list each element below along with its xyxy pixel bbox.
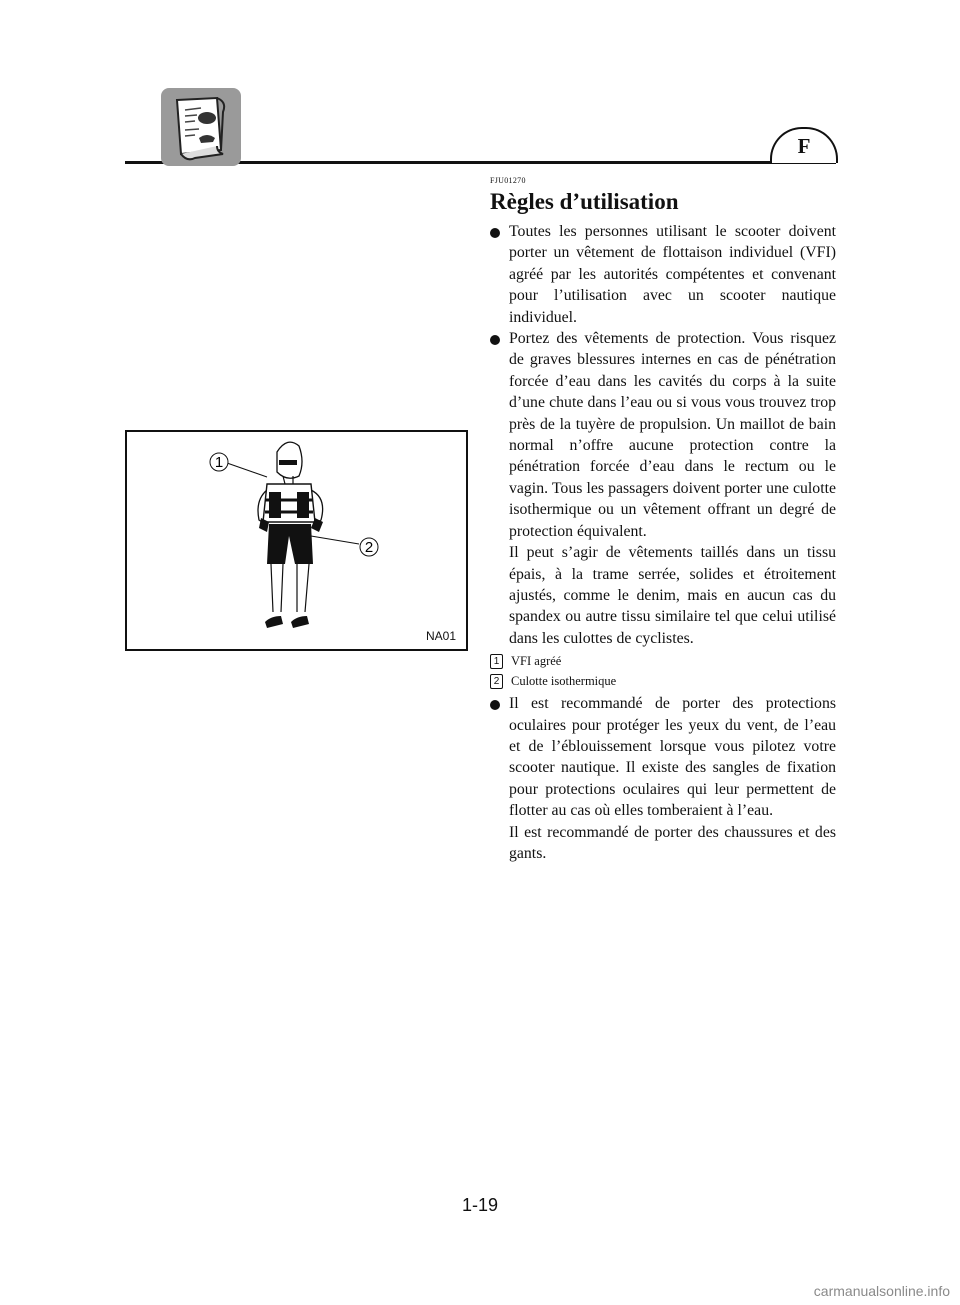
legend-item — [490, 674, 836, 689]
bullet-item — [490, 328, 836, 542]
main-content — [490, 176, 836, 864]
person-wearing-pfd-illustration — [127, 432, 466, 649]
section-title: Règles d’utilisation — [490, 189, 679, 214]
bullet-item — [490, 221, 836, 328]
section-code: FJU01270 — [490, 176, 526, 185]
bullet-icon — [490, 228, 500, 238]
bullet-text: Il est recommandé de porter des protections oculaires pour protéger les yeux du vent, de l’eau et de l’éblouissement lorsque vous pilotez votre scooter nautique. Il existe des sangles de fixation pour protections oculaires qui leur permettent de flotter au cas où elles tomberaient à l’eau. — [509, 695, 836, 820]
bullet-item — [490, 693, 836, 821]
legend-number: 2 — [490, 674, 503, 689]
bullet-text: Toutes les personnes utilisant le scooter doivent porter un vêtement de flottaison individuel (VFI) agréé par les autorités compétentes et convenant pour l’utilisation avec un scooter nautique individuel. — [509, 223, 836, 326]
bullet-continuation: Il est recommandé de porter des chaussures et des gants. — [509, 823, 836, 862]
callout-1: 1 — [214, 454, 224, 471]
legend-item — [490, 654, 836, 669]
figure-life-jacket — [125, 430, 468, 651]
legend-label: Culotte isothermique — [511, 674, 617, 689]
watermark: carmanualsonline.info — [813, 1283, 950, 1299]
bullet-icon — [490, 335, 500, 345]
legend-number: 1 — [490, 654, 503, 669]
language-badge: F — [770, 127, 838, 163]
legend-label: VFI agréé — [511, 654, 562, 669]
bullet-continuation: Il peut s’agir de vêtements taillés dans un tissu épais, à la trame serrée, solides et étroitement ajustés, comme le denim, mais en aucun cas du spandex ou autre tissu similaire tel que celui utilisé dans les culottes de cyclistes. — [509, 544, 836, 647]
manual-book-icon — [161, 88, 241, 166]
figure-code: NA01 — [425, 629, 456, 643]
bullet-icon — [490, 700, 500, 710]
callout-2: 2 — [364, 539, 374, 556]
page-number: 1-19 — [461, 1195, 499, 1215]
bullet-text: Portez des vêtements de protection. Vous risquez de graves blessures internes en cas de pénétration forcée d’eau dans les cavités du corps à la suite d’une chute dans l’eau ou si vous vous trouvez trop près de la tuyère de propulsion. Un maillot de bain normal n’offre aucune protection contre la pénétration forcée d’eau dans le rectum ou le vagin. Tous les passagers doivent porter une culotte isothermique ou un vêtement offrant un degré de protection équivalent. — [509, 330, 836, 540]
